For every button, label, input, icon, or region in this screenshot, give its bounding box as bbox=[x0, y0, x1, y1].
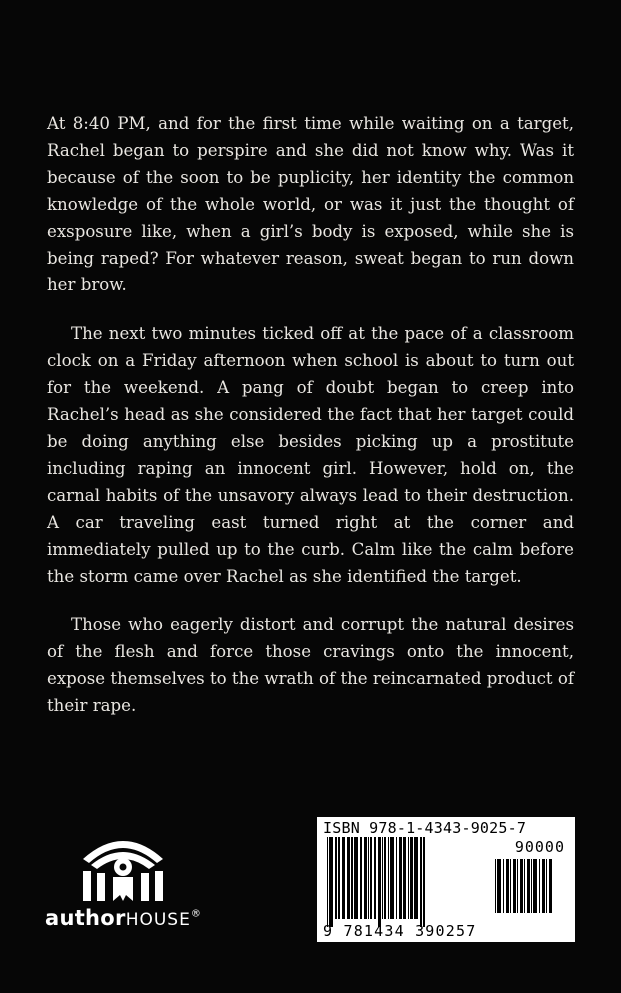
barcode-bar bbox=[546, 859, 547, 913]
barcode-bar bbox=[399, 837, 402, 919]
barcode-bar bbox=[497, 859, 501, 913]
barcode-bar bbox=[368, 837, 369, 919]
barcode-bar bbox=[347, 837, 350, 919]
barcode-bar bbox=[510, 859, 511, 913]
barcode-bar bbox=[531, 859, 532, 913]
price-code: 90000 bbox=[514, 838, 565, 856]
barcode-bar bbox=[527, 859, 530, 913]
barcode-bar bbox=[390, 837, 394, 919]
isbn-barcode bbox=[317, 817, 575, 942]
barcode-bar bbox=[503, 859, 504, 913]
barcode-bar bbox=[338, 837, 340, 919]
back-cover-text bbox=[47, 111, 574, 742]
barcode-bar bbox=[410, 837, 413, 919]
barcode-bar bbox=[329, 837, 333, 927]
barcode-bar bbox=[351, 837, 353, 919]
barcode-bar bbox=[378, 837, 381, 927]
barcode-bar bbox=[408, 837, 409, 919]
publisher-logo bbox=[45, 829, 210, 939]
registered-mark: ® bbox=[190, 908, 202, 920]
publisher-name bbox=[45, 906, 201, 931]
barcode-bar bbox=[533, 859, 537, 913]
barcode-bar bbox=[396, 837, 397, 919]
barcode-bar bbox=[539, 859, 540, 913]
barcode-bar bbox=[374, 837, 376, 919]
barcode-bar bbox=[520, 859, 523, 913]
barcode-bar bbox=[423, 837, 425, 927]
barcode-bar bbox=[420, 837, 422, 927]
authorhouse-logo-icon bbox=[77, 829, 169, 903]
barcode-bar bbox=[403, 837, 406, 919]
barcode-bar bbox=[517, 859, 518, 913]
barcode-bar bbox=[388, 837, 389, 919]
barcode-bar bbox=[342, 837, 345, 919]
barcode-bar bbox=[542, 859, 545, 913]
ean-digits: 9 781434 390257 bbox=[323, 922, 477, 940]
barcode-bar bbox=[549, 859, 552, 913]
barcode-bar bbox=[335, 837, 337, 919]
barcode-bar bbox=[370, 837, 372, 919]
barcode-bar bbox=[414, 837, 418, 919]
publisher-name-part2: HOUSE bbox=[125, 910, 191, 930]
isbn-label: ISBN 978-1-4343-9025-7 bbox=[323, 819, 527, 837]
ean-barcode-bars bbox=[327, 837, 492, 927]
barcode-bar bbox=[382, 837, 383, 919]
barcode-bar bbox=[327, 837, 328, 927]
barcode-bar bbox=[360, 837, 362, 919]
paragraph-3: Those who eagerly distort and corrupt the natural desires of the flesh and force those cravings onto the innocent, expose themselves to the wrath of the reincarnated product of their rape. bbox=[47, 615, 574, 716]
barcode-bar bbox=[354, 837, 358, 919]
barcode-bar bbox=[524, 859, 525, 913]
addon-barcode-bars bbox=[495, 859, 567, 921]
publisher-name-part1: author bbox=[45, 906, 126, 930]
barcode-bar bbox=[495, 859, 496, 913]
barcode-bar bbox=[506, 859, 509, 913]
barcode-bar bbox=[513, 859, 516, 913]
barcode-bar bbox=[364, 837, 367, 919]
paragraph-2: The next two minutes ticked off at the pace of a classroom clock on a Friday afternoon when school is about to turn out for the weekend. A pang of doubt began to creep into Rachel’s head as she considered the fact that her target could be doing anything else besides picking up a prostitute including raping an innocent girl. However, hold on, the carnal habits of the unsavory always lead to their destruction. A car traveling east turned right at the corner and immediately pulled up to the curb. Calm like the calm before the storm came over Rachel as she identified the target. bbox=[47, 324, 574, 586]
barcode-bar bbox=[384, 837, 386, 919]
paragraph-1: At 8:40 PM, and for the first time while waiting on a target, Rachel began to perspire and she did not know why. Was it because of the soon to be puplicity, her identity the common knowledge of the whole world, or was it just the thought of exsposure like, when a girl’s body is exposed, while she is being raped? For whatever reason, sweat began to run down her brow. bbox=[47, 114, 574, 295]
